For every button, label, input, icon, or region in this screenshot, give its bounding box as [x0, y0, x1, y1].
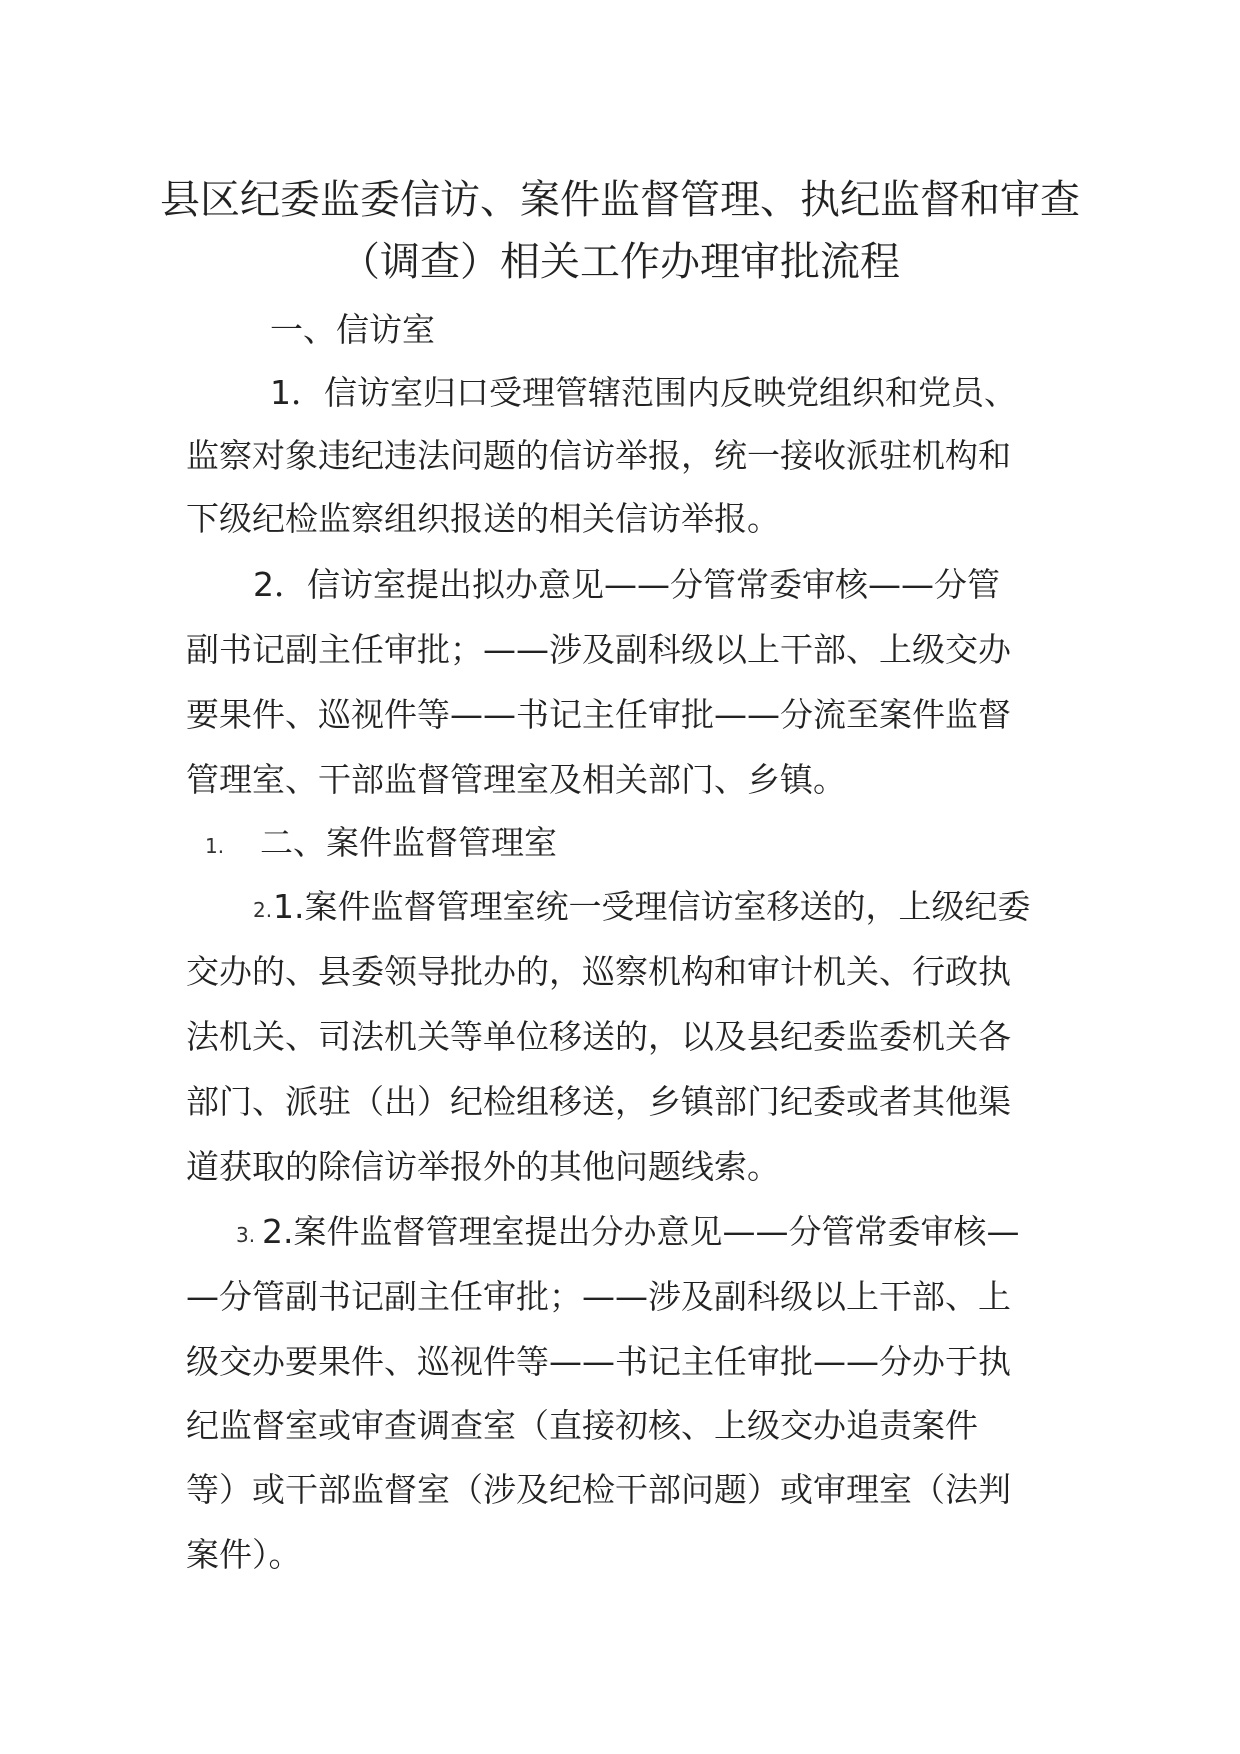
- paragraph-line: 部门、派驻（出）纪检组移送，乡镇部门纪委或者其他渠: [186, 1082, 1011, 1121]
- paragraph-line: 道获取的除信访举报外的其他问题线索。: [186, 1147, 780, 1186]
- paragraph-line: 管理室、干部监督管理室及相关部门、乡镇。: [186, 760, 846, 799]
- paragraph-line: —分管副书记副主任审批；——涉及副科级以上干部、上: [186, 1277, 1011, 1316]
- paragraph-line: 案件）。: [186, 1535, 302, 1574]
- paragraph-line: 等）或干部监督室（涉及纪检干部问题）或审理室（法判: [186, 1470, 1011, 1509]
- paragraph-line: 2．信访室提出拟办意见——分管常委审核——分管: [253, 565, 1000, 604]
- paragraph-line: 法机关、司法机关等单位移送的，以及县纪委监委机关各: [186, 1017, 1011, 1056]
- paragraph-line: 下级纪检监察组织报送的相关信访举报。: [186, 499, 780, 538]
- paragraph-line: 要果件、巡视件等——书记主任审批——分流至案件监督: [186, 695, 1011, 734]
- paragraph-line: 级交办要果件、巡视件等——书记主任审批——分办于执: [186, 1342, 1011, 1381]
- paragraph-line: 1．信访室归口受理管辖范围内反映党组织和党员、: [270, 373, 1017, 412]
- list-number-marker: 2.: [253, 898, 273, 922]
- document-title-line-1: 县区纪委监委信访、案件监督管理、执纪监督和审查: [160, 177, 1080, 223]
- paragraph-line: 1.案件监督管理室统一受理信访室移送的，上级纪委: [273, 887, 1031, 926]
- list-number-marker: 3.: [236, 1223, 256, 1247]
- paragraph-line: 纪监督室或审查调查室（直接初核、上级交办追责案件: [186, 1406, 978, 1445]
- paragraph-line: 监察对象违纪违法问题的信访举报，统一接收派驻机构和: [186, 436, 1011, 475]
- document-title-line-2: （调查）相关工作办理审批流程: [340, 239, 900, 285]
- paragraph-line: 副书记副主任审批；——涉及副科级以上干部、上级交办: [186, 630, 1011, 669]
- section-heading-xinfangshi: 一、信访室: [270, 310, 435, 349]
- list-number-marker: 1.: [205, 834, 225, 858]
- paragraph-line: 2.案件监督管理室提出分办意见——分管常委审核—: [262, 1212, 1020, 1251]
- paragraph-line: 交办的、县委领导批办的，巡察机构和审计机关、行政执: [186, 952, 1011, 991]
- section-heading-anjian: 二、案件监督管理室: [260, 823, 557, 862]
